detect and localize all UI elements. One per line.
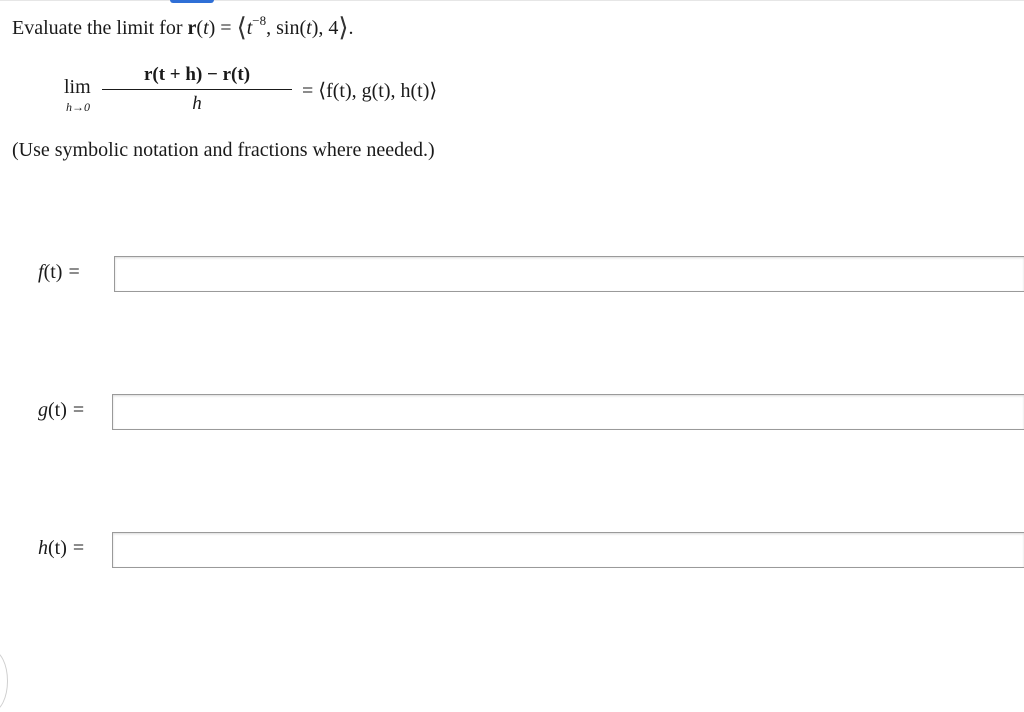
lim-subscript: h→0 bbox=[66, 100, 90, 114]
var-t: t bbox=[203, 17, 209, 39]
sin-var: t bbox=[306, 17, 312, 39]
constant-part: ), 4 bbox=[311, 17, 339, 39]
exponent: −8 bbox=[252, 13, 267, 28]
limit-result: = ⟨f(t), g(t), h(t)⟩ bbox=[302, 80, 438, 102]
angle-bracket-open: ⟨ bbox=[236, 13, 247, 43]
f-symbol: f bbox=[38, 261, 44, 283]
h-answer-input[interactable] bbox=[112, 532, 1024, 568]
question-prefix: Evaluate the limit for bbox=[12, 17, 188, 39]
difference-quotient bbox=[102, 62, 292, 116]
corner-decoration bbox=[0, 650, 8, 712]
angle-bracket-close: ⟩ bbox=[338, 13, 349, 43]
f-equals: = bbox=[68, 261, 80, 283]
g-label bbox=[38, 399, 84, 422]
sin-part: , sin( bbox=[266, 17, 307, 39]
question-text bbox=[12, 14, 354, 42]
vector-r: r bbox=[187, 17, 197, 39]
h-label bbox=[38, 537, 84, 560]
fraction-denominator: h bbox=[192, 93, 202, 114]
g-equals: = bbox=[72, 399, 85, 421]
limit-expression bbox=[64, 62, 464, 118]
f-label bbox=[38, 261, 80, 284]
paren-open: ( bbox=[196, 17, 204, 39]
top-border bbox=[0, 0, 1024, 1]
paren-close: ) bbox=[208, 17, 216, 39]
h-equals: = bbox=[72, 537, 85, 559]
power-base: t bbox=[246, 17, 253, 39]
instruction-hint: (Use symbolic notation and fractions where needed.) bbox=[12, 139, 435, 161]
f-arg: (t) bbox=[43, 261, 63, 283]
g-arg: (t) bbox=[48, 399, 67, 421]
fraction-numerator: r(t + h) − r(t) bbox=[143, 64, 251, 85]
lim-word: lim bbox=[64, 76, 91, 98]
f-answer-input[interactable] bbox=[114, 256, 1024, 292]
active-tab-indicator bbox=[170, 0, 214, 3]
fraction-bar bbox=[102, 89, 292, 90]
g-answer-input[interactable] bbox=[112, 394, 1024, 430]
g-symbol: g bbox=[38, 399, 48, 421]
h-symbol: h bbox=[38, 537, 48, 559]
h-arg: (t) bbox=[48, 537, 67, 559]
period: . bbox=[348, 17, 354, 39]
equals-sign: = bbox=[215, 17, 237, 39]
